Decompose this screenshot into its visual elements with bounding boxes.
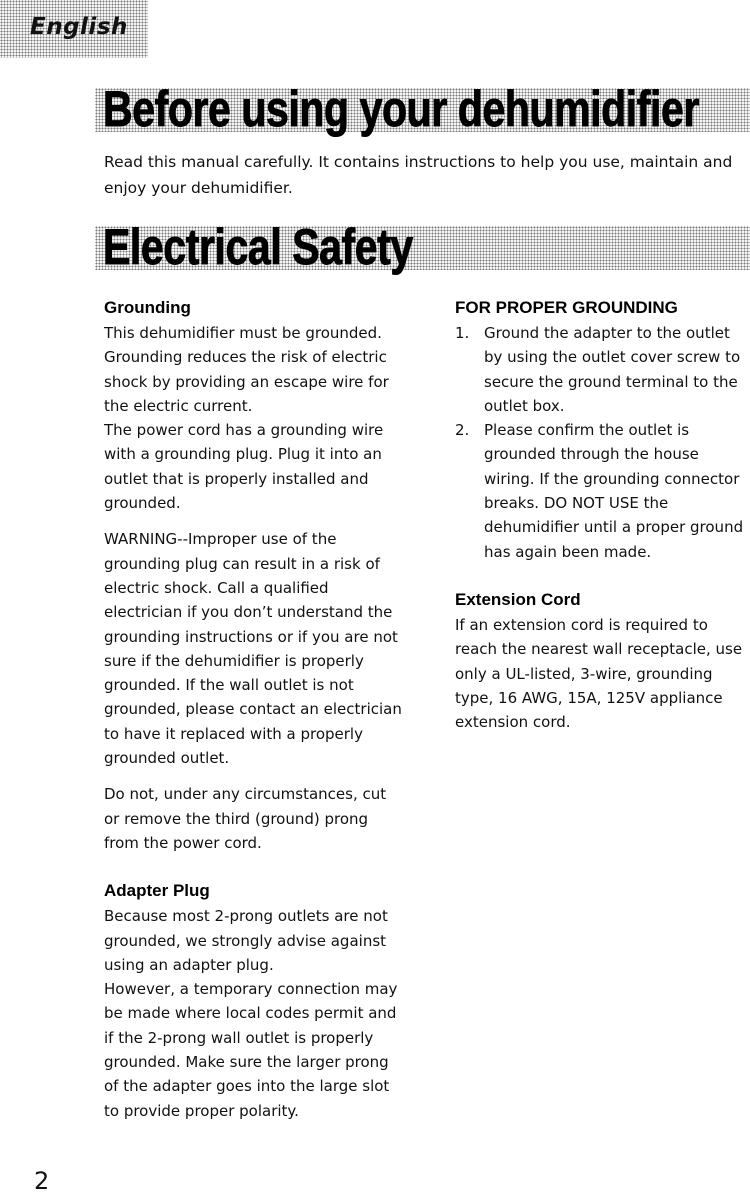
grounding-heading: Grounding	[104, 298, 191, 317]
grounding-paragraph-2: The power cord has a grounding wire with a grounding plug. Plug it into an outlet that is properly installed and grounded.	[104, 421, 384, 513]
list-item	[455, 321, 745, 418]
proper-grounding-heading: FOR PROPER GROUNDING	[455, 298, 678, 317]
intro-paragraph: Read this manual carefully. It contains instructions to help you use, maintain and enjoy your dehumidifier.	[104, 153, 733, 197]
extension-cord-heading: Extension Cord	[455, 589, 581, 609]
step-text: Ground the adapter to the outlet by using the outlet cover screw to secure the ground terminal to the outlet box.	[484, 324, 741, 415]
language-tab	[0, 0, 148, 58]
right-column	[455, 297, 745, 734]
adapter-paragraph-2: However, a temporary connection may be made where local codes permit and if the 2-prong wall outlet is properly grounded. Make sure the larger prong of the adapter goes into the large slot to provide proper polarity.	[104, 980, 398, 1120]
step-number: 2.	[455, 421, 470, 440]
left-column	[104, 297, 404, 1123]
step-number: 1.	[455, 324, 470, 342]
step-text: Please confirm the outlet is grounded through the house wiring. If the grounding connector breaks. DO NOT USE the dehumidifier until a proper ground has again been made.	[484, 421, 744, 561]
adapter-paragraph-1: Because most 2-prong outlets are not grounded, we strongly advise against using an adapter plug.	[104, 907, 388, 974]
section-title: Before using your dehumidifier	[103, 81, 699, 137]
grounding-warning: WARNING--Improper use of the grounding plug can result in a risk of electric shock. Call a qualified electrician if you don’t understand the grounding instructions or if you are not sure if the dehumidifier is properly grounded. If the wall outlet is not grounded, please contact an electrician to have it replaced with a properly grounded outlet.	[104, 530, 402, 768]
grounding-prong-notice: Do not, under any circumstances, cut or remove the third (ground) prong from the power cord.	[104, 785, 387, 852]
list-item	[455, 418, 745, 564]
language-label: English	[30, 14, 128, 40]
grounding-paragraph-1: This dehumidifier must be grounded. Grounding reduces the risk of electric shock by providing an escape wire for the electric current.	[104, 324, 389, 415]
adapter-plug-heading: Adapter Plug	[104, 881, 210, 901]
page-number: 2	[34, 1167, 50, 1195]
safety-title: Electrical Safety	[103, 219, 413, 275]
grounding-steps-list	[455, 321, 745, 564]
extension-cord-paragraph: If an extension cord is required to reach the nearest wall receptacle, use only a UL-listed, 3-wire, grounding type, 16 AWG, 15A, 125V appliance extension cord.	[455, 615, 743, 732]
